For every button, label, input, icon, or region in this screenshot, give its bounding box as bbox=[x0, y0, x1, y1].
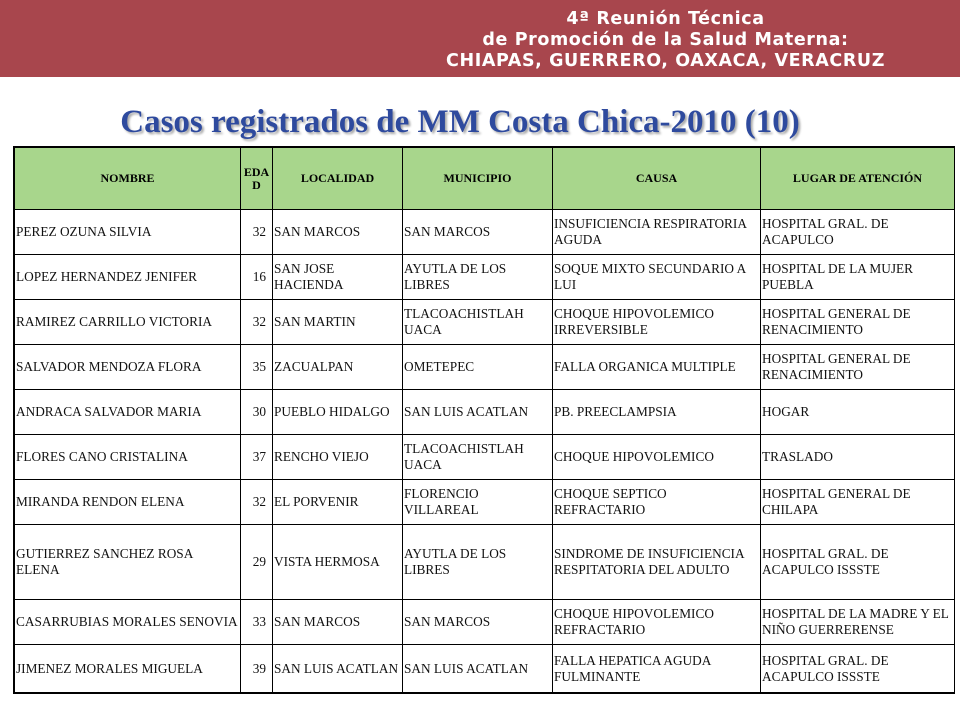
header-banner bbox=[0, 0, 960, 77]
cell-lugar: HOSPITAL DE LA MADRE Y EL NIÑO GUERRERENSE bbox=[761, 600, 955, 645]
table-row bbox=[15, 210, 955, 255]
cell-nombre: PEREZ OZUNA SILVIA bbox=[15, 210, 241, 255]
cell-localidad: SAN MARCOS bbox=[273, 600, 403, 645]
cell-edad: 35 bbox=[241, 345, 273, 390]
cell-municipio: AYUTLA DE LOS LIBRES bbox=[403, 525, 553, 600]
cases-table bbox=[14, 147, 955, 693]
table-row bbox=[15, 300, 955, 345]
table-row bbox=[15, 480, 955, 525]
cell-nombre: MIRANDA RENDON ELENA bbox=[15, 480, 241, 525]
table-row bbox=[15, 255, 955, 300]
cell-causa: CHOQUE HIPOVOLEMICO bbox=[553, 435, 761, 480]
cell-edad: 30 bbox=[241, 390, 273, 435]
cell-lugar: HOSPITAL DE LA MUJER PUEBLA bbox=[761, 255, 955, 300]
cell-causa: CHOQUE SEPTICO REFRACTARIO bbox=[553, 480, 761, 525]
cell-nombre: FLORES CANO CRISTALINA bbox=[15, 435, 241, 480]
header-nombre: NOMBRE bbox=[15, 148, 241, 210]
cell-edad: 37 bbox=[241, 435, 273, 480]
cell-edad: 29 bbox=[241, 525, 273, 600]
cell-lugar: HOSPITAL GENERAL DE RENACIMIENTO bbox=[761, 300, 955, 345]
cell-edad: 16 bbox=[241, 255, 273, 300]
table-row bbox=[15, 600, 955, 645]
cell-municipio: TLACOACHISTLAH UACA bbox=[403, 300, 553, 345]
cell-nombre: LOPEZ HERNANDEZ JENIFER bbox=[15, 255, 241, 300]
cell-edad: 32 bbox=[241, 210, 273, 255]
cell-lugar: HOSPITAL GRAL. DE ACAPULCO bbox=[761, 210, 955, 255]
cell-municipio: SAN LUIS ACATLAN bbox=[403, 390, 553, 435]
cell-edad: 32 bbox=[241, 480, 273, 525]
cell-causa: PB. PREECLAMPSIA bbox=[553, 390, 761, 435]
cell-lugar: HOSPITAL GRAL. DE ACAPULCO ISSSTE bbox=[761, 645, 955, 693]
cell-localidad: SAN JOSE HACIENDA bbox=[273, 255, 403, 300]
table-row bbox=[15, 390, 955, 435]
cell-municipio: SAN MARCOS bbox=[403, 600, 553, 645]
header-edad: EDA D bbox=[241, 148, 273, 210]
cell-edad: 39 bbox=[241, 645, 273, 693]
cell-municipio: SAN MARCOS bbox=[403, 210, 553, 255]
cell-localidad: SAN MARTIN bbox=[273, 300, 403, 345]
header-lugar: LUGAR DE ATENCIÓN bbox=[761, 148, 955, 210]
cell-localidad: SAN MARCOS bbox=[273, 210, 403, 255]
cell-municipio: TLACOACHISTLAH UACA bbox=[403, 435, 553, 480]
cell-lugar: HOSPITAL GENERAL DE RENACIMIENTO bbox=[761, 345, 955, 390]
cell-lugar: HOGAR bbox=[761, 390, 955, 435]
cell-causa: INSUFICIENCIA RESPIRATORIA AGUDA bbox=[553, 210, 761, 255]
cell-lugar: TRASLADO bbox=[761, 435, 955, 480]
cell-lugar: HOSPITAL GENERAL DE CHILAPA bbox=[761, 480, 955, 525]
cell-edad: 32 bbox=[241, 300, 273, 345]
page-title: Casos registrados de MM Costa Chica-2010 (10) bbox=[120, 104, 800, 140]
cell-municipio: AYUTLA DE LOS LIBRES bbox=[403, 255, 553, 300]
table-row bbox=[15, 645, 955, 693]
cell-localidad: ZACUALPAN bbox=[273, 345, 403, 390]
banner-title bbox=[446, 9, 885, 72]
cell-municipio: OMETEPEC bbox=[403, 345, 553, 390]
cell-localidad: EL PORVENIR bbox=[273, 480, 403, 525]
cell-municipio: FLORENCIO VILLAREAL bbox=[403, 480, 553, 525]
table-row bbox=[15, 525, 955, 600]
cell-causa: FALLA ORGANICA MULTIPLE bbox=[553, 345, 761, 390]
cell-causa: SOQUE MIXTO SECUNDARIO A LUI bbox=[553, 255, 761, 300]
cell-nombre: CASARRUBIAS MORALES SENOVIA bbox=[15, 600, 241, 645]
header-causa: CAUSA bbox=[553, 148, 761, 210]
banner-line-2: de Promoción de la Salud Materna: bbox=[482, 30, 849, 50]
cell-nombre: SALVADOR MENDOZA FLORA bbox=[15, 345, 241, 390]
table-row bbox=[15, 435, 955, 480]
table-header-row bbox=[15, 148, 955, 210]
table-row bbox=[15, 345, 955, 390]
cell-nombre: ANDRACA SALVADOR MARIA bbox=[15, 390, 241, 435]
cell-nombre: JIMENEZ MORALES MIGUELA bbox=[15, 645, 241, 693]
cell-causa: CHOQUE HIPOVOLEMICO REFRACTARIO bbox=[553, 600, 761, 645]
banner-line-3: CHIAPAS, GUERRERO, OAXACA, VERACRUZ bbox=[446, 51, 885, 71]
cell-causa: FALLA HEPATICA AGUDA FULMINANTE bbox=[553, 645, 761, 693]
cell-causa: SINDROME DE INSUFICIENCIA RESPITATORIA DEL ADULTO bbox=[553, 525, 761, 600]
cell-nombre: RAMIREZ CARRILLO VICTORIA bbox=[15, 300, 241, 345]
cell-edad: 33 bbox=[241, 600, 273, 645]
cell-nombre: GUTIERREZ SANCHEZ ROSA ELENA bbox=[15, 525, 241, 600]
cell-municipio: SAN LUIS ACATLAN bbox=[403, 645, 553, 693]
cell-causa: CHOQUE HIPOVOLEMICO IRREVERSIBLE bbox=[553, 300, 761, 345]
header-municipio: MUNICIPIO bbox=[403, 148, 553, 210]
cell-localidad: RENCHO VIEJO bbox=[273, 435, 403, 480]
cell-localidad: VISTA HERMOSA bbox=[273, 525, 403, 600]
cell-localidad: SAN LUIS ACATLAN bbox=[273, 645, 403, 693]
cell-localidad: PUEBLO HIDALGO bbox=[273, 390, 403, 435]
banner-line-1: 4ª Reunión Técnica bbox=[566, 9, 765, 29]
header-localidad: LOCALIDAD bbox=[273, 148, 403, 210]
cell-lugar: HOSPITAL GRAL. DE ACAPULCO ISSSTE bbox=[761, 525, 955, 600]
cases-table-container bbox=[13, 146, 955, 694]
